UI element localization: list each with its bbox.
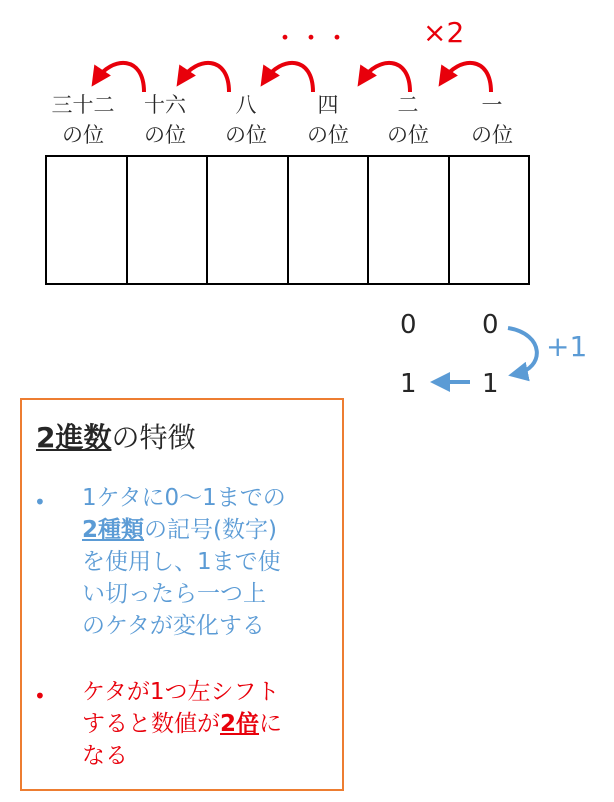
feature-text: に (259, 711, 283, 737)
place-label-16 (120, 90, 210, 150)
feature-text: の記号(数字) (144, 517, 277, 543)
shift-arrow (443, 63, 491, 92)
place-label-top: 三十二 (51, 93, 115, 117)
feature-emphasis: 2種類 (82, 517, 145, 543)
feature-item-2 (82, 676, 332, 772)
panel-title-bold: 2進数 (36, 421, 112, 454)
place-label-bottom: の位 (62, 123, 104, 147)
panel-title-rest: の特徴 (111, 421, 196, 454)
place-label-bottom: の位 (144, 123, 186, 147)
feature-line: を使用し、1まで使 (82, 549, 281, 575)
digit-cell (369, 157, 450, 283)
digit-grid (45, 155, 530, 285)
feature-line: なる (82, 743, 128, 769)
place-label-bottom: の位 (387, 123, 429, 147)
bullet-icon: • (34, 490, 46, 514)
place-label-bottom: の位 (471, 123, 513, 147)
place-label-bottom: の位 (307, 123, 349, 147)
digit-cell (450, 157, 529, 283)
place-label-bottom: の位 (225, 123, 267, 147)
digit-cell (289, 157, 370, 283)
digit-cell (47, 157, 128, 283)
shift-arrow (96, 63, 144, 92)
panel-title (36, 416, 196, 456)
place-label-top: 四 (317, 93, 339, 117)
binary-features-panel (20, 398, 344, 791)
feature-line (82, 708, 332, 740)
multiply-by-two-label: ×2 (423, 16, 465, 49)
increment-label: +1 (546, 330, 588, 363)
shift-arrow (362, 63, 410, 92)
place-label-2 (363, 90, 453, 150)
feature-line: ケタが1つ左シフト (82, 679, 280, 705)
place-label-1 (447, 90, 537, 150)
place-label-top: 二 (397, 93, 419, 117)
feature-emphasis: 2倍 (220, 711, 260, 737)
shift-arrow (265, 63, 313, 92)
digit-cell (128, 157, 209, 283)
feature-text: すると数値が (82, 711, 220, 737)
place-label-4 (283, 90, 373, 150)
place-label-top: 八 (235, 93, 257, 117)
shift-arrow (181, 63, 229, 92)
digit-row1-right: 0 (482, 310, 499, 340)
feature-line: のケタが変化する (82, 613, 265, 639)
counter-arrows (0, 300, 614, 400)
place-label-top: 一 (481, 93, 503, 117)
place-label-32 (38, 90, 128, 150)
place-label-8 (201, 90, 291, 150)
feature-line: 1ケタに0〜1までの (82, 485, 286, 511)
increment-arrow (508, 328, 537, 374)
feature-item-1 (82, 482, 332, 642)
feature-line: い切ったら一つ上 (82, 581, 266, 607)
digit-cell (208, 157, 289, 283)
place-label-top: 十六 (144, 93, 186, 117)
feature-line (82, 514, 332, 546)
digit-row2-right: 1 (482, 369, 499, 399)
digit-row2-left: 1 (400, 369, 417, 399)
digit-row1-left: 0 (400, 310, 417, 340)
ellipsis-dots: ・・・ (272, 24, 351, 54)
bullet-icon: • (34, 684, 46, 708)
